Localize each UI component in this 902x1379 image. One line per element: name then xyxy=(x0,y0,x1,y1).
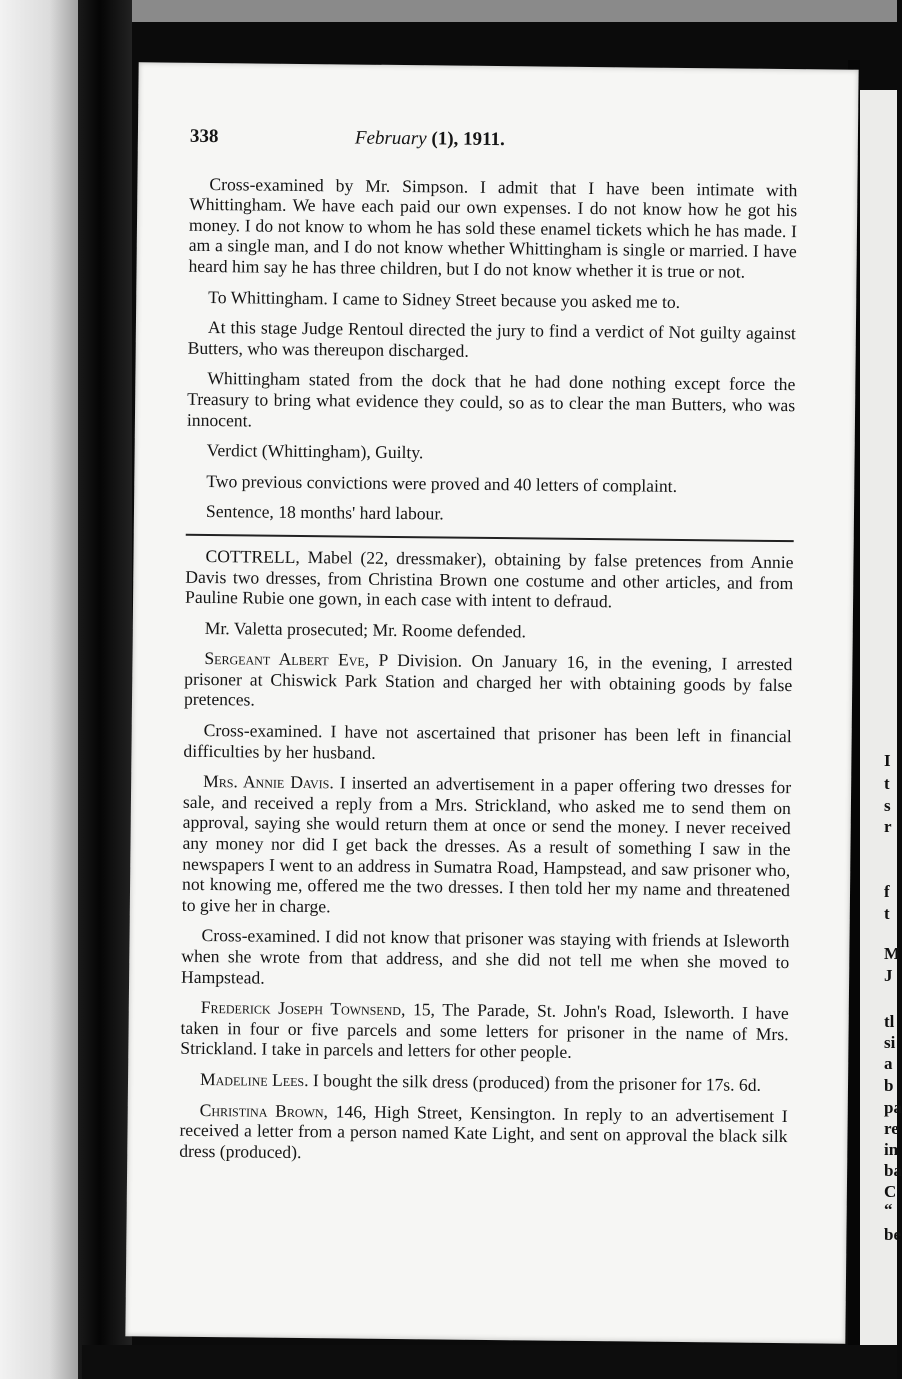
page-number: 338 xyxy=(189,125,219,148)
paragraph-previous-convictions: Two previous convictions were proved and 40 letters of complaint. xyxy=(206,470,678,496)
facing-page-fragment: be xyxy=(884,1225,901,1244)
facing-page-fragment: s xyxy=(884,796,891,815)
paragraph-dock-statement: Whittingham stated from the dock that he had done nothing except force the Treasury to bring what evidence they could, so as to clear the man Butters, who was innocent. xyxy=(186,368,796,431)
witness-townsend xyxy=(180,997,789,1065)
witness-eve xyxy=(184,648,793,716)
facing-page-fragment: in xyxy=(884,1140,899,1159)
paragraph-sentence: Sentence, 18 months' hard labour. xyxy=(205,501,444,524)
witness-davis-text: I inserted an advertisement in a paper offering two dresses for sale, and received a reply from a Mrs. Strickland, who asked me to send them on approval, saying she would return them at once or send the money. I never received any money nor did I get back the dresses. As a result of something I saw in the newspapers I went to an address in Sumatra Road, Hampstead, and saw prisoner who, not knowing me, offered me the two dresses. I then told her my name and threatened to give her in charge. xyxy=(181,772,792,917)
bottom-scan-band xyxy=(82,1345,897,1379)
witness-lees-name: Madeline Lees. xyxy=(199,1068,309,1091)
case-intro: COTTRELL, Mabel (22, dressmaker), obtaining by false pretences from Annie Davis two dresses, from Christina Brown one costume and other articles, and from Pauline Rubie one gown, in each case with intent to defraud. xyxy=(184,545,794,612)
paragraph-to-whittingham: To Whittingham. I came to Sidney Street because you asked me to. xyxy=(208,286,681,312)
witness-lees xyxy=(180,1069,788,1096)
witness-brown-name: Christina Brown, xyxy=(199,1099,329,1121)
facing-page-fragment: a xyxy=(884,1054,893,1073)
cross-davis: Cross-examined. I did not know that prisoner was staying with friends at Isleworth when she wrote from that address, and she did not tell me when she moved to Hampstead. xyxy=(181,925,790,988)
facing-page-fragment: “ xyxy=(884,1200,893,1219)
witness-brown-text: 146, High Street, Kensington. In reply to an advertisement I received a letter from a person named Kate Light, and sent on approval the black silk dress (produced). xyxy=(179,1100,788,1162)
top-scan-band xyxy=(0,0,897,22)
facing-page-fragment: r xyxy=(884,817,892,836)
witness-davis xyxy=(182,771,791,922)
facing-page-fragment: si xyxy=(884,1033,896,1052)
paragraph-directed-verdict: At this stage Judge Rentoul directed the jury to find a verdict of Not guilty against Butters, who was thereupon discharged. xyxy=(187,317,796,361)
witness-brown xyxy=(179,1099,788,1167)
case-divider xyxy=(186,534,794,542)
book-spine-left xyxy=(78,0,132,1379)
facing-page-fragment: J xyxy=(884,966,893,985)
paragraph-verdict: Verdict (Whittingham), Guilty. xyxy=(206,440,424,463)
facing-page-fragment: b xyxy=(884,1076,894,1095)
running-header xyxy=(190,127,798,154)
facing-page-fragment: pa xyxy=(884,1098,902,1117)
facing-page-fragment: tl xyxy=(884,1012,895,1031)
facing-page-fragment: f xyxy=(884,882,890,901)
facing-page-fragment: C xyxy=(884,1182,897,1201)
witness-lees-text: I bought the silk dress (produced) from the prisoner for 17s. 6d. xyxy=(308,1070,762,1095)
facing-page-fragment: t xyxy=(884,904,890,923)
header-date xyxy=(355,129,505,151)
witness-townsend-text: 15, The Parade, St. John's Road, Isleworth. I have taken in four or five parcels and some letters for prisoner in the name of Mrs. Strickland. I take in parcels and letters for other people. xyxy=(180,999,789,1063)
witness-townsend-name: Frederick Joseph Townsend, xyxy=(200,997,406,1020)
witness-davis-name: Mrs. Annie Davis. xyxy=(203,771,334,793)
facing-page-fragment: re xyxy=(884,1119,899,1138)
header-date-rest: (1), 1911. xyxy=(431,128,505,151)
case-counsel: Mr. Valetta prosecuted; Mr. Roome defended. xyxy=(204,617,527,642)
witness-eve-name: Sergeant Albert Eve, xyxy=(204,648,370,670)
witness-eve-text: P Division. On January 16, in the evening, I arrested prisoner at Chiswick Park Station and charged her with obtaining goods by false pretences. xyxy=(183,649,793,710)
book-page xyxy=(125,62,858,1343)
header-month: February xyxy=(354,127,427,150)
paragraph-cross-simpson: Cross-examined by Mr. Simpson. I admit that I have been intimate with Whittingham. We have each paid our own expenses. I do not know how he got his money. I do not know to whom he has sold these enamel tickets which he has made. I am a single man, and I do not know whether Whittingham is single or married. I have heard him say he has three children, but I do not know whether it is true or not. xyxy=(188,173,798,282)
facing-page-fragment: t xyxy=(884,774,890,793)
left-scan-margin xyxy=(0,0,82,1379)
page-content xyxy=(179,127,798,1178)
cross-eve: Cross-examined. I have not ascertained that prisoner has been left in financial difficulties by her husband. xyxy=(183,720,792,763)
facing-page-fragment: ba xyxy=(884,1161,902,1180)
facing-page-fragment: I xyxy=(884,751,891,770)
facing-page-fragment: M xyxy=(884,944,901,963)
